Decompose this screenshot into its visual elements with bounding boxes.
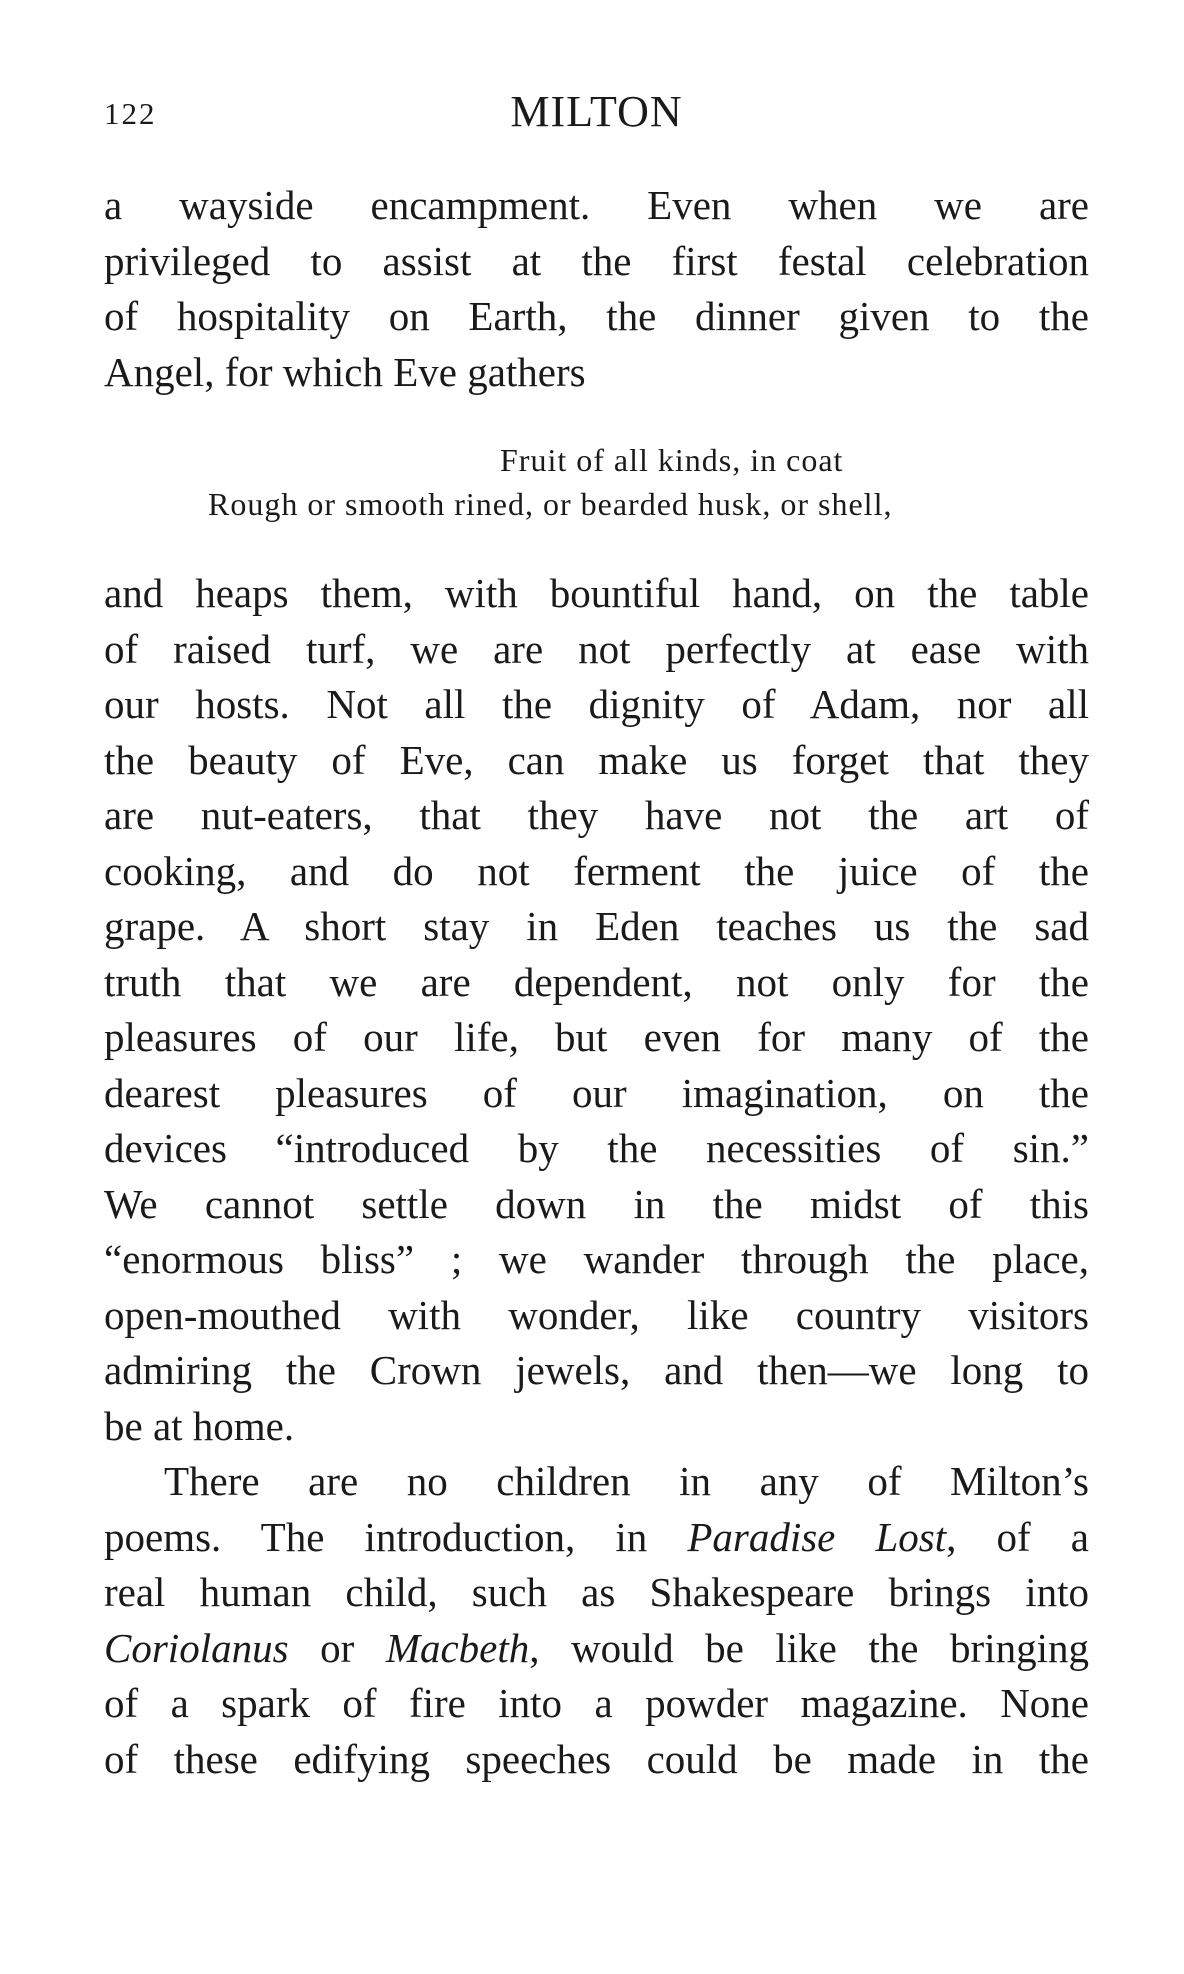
text-line: of hospitality on Earth, the dinner given to the [104,293,1089,339]
paragraph-2 [104,566,1089,1454]
text-line: privileged to assist at the first festal celebration [104,237,1089,284]
text-line: Angel, for which Eve gathers [104,348,586,395]
text-line: cooking, and do not ferment the juice of the [104,847,1089,894]
text-line: open-mouthed with wonder, like country visitors [104,1291,1089,1338]
text-line: a wayside encampment. Even when we are [104,182,1089,228]
page-header [104,86,1089,146]
text-line: the beauty of Eve, can make us forget that they [104,736,1089,783]
text-line: We cannot settle down in the midst of this [104,1180,1089,1227]
text-line: devices “introduced by the necessities of sin.” [104,1125,1089,1171]
verse-line: Fruit of all kinds, in coat [500,442,844,478]
text-line: of a spark of fire into a powder magazine. None [104,1680,1089,1726]
text-line [104,1621,1089,1677]
work-title-paradise-lost: Paradise Lost [687,1513,947,1560]
text-line: dearest pleasures of our imagination, on the [104,1069,1089,1116]
text-segment: poems. The introduction, in [104,1513,688,1560]
running-head: MILTON [510,87,683,136]
text-line: our hosts. Not all the dignity of Adam, nor all [104,681,1089,727]
text-line: truth that we are dependent, not only for the [104,958,1089,1005]
text-line: pleasures of our life, but even for many of the [104,1014,1089,1060]
text-segment: , of a [946,1513,1089,1560]
text-line: “enormous bliss” ; we wander through the place, [104,1236,1089,1282]
text-segment: , would be like the bringing [529,1624,1089,1671]
text-line: There are no children in any of Milton’s [164,1458,1089,1504]
text-line [104,1510,1089,1566]
paragraph-3 [104,1454,1089,1787]
text-line: and heaps them, with bountiful hand, on the table [104,570,1089,616]
text-segment: or [288,1624,386,1671]
work-title-macbeth: Macbeth [385,1624,530,1671]
text-line: real human child, such as Shakespeare brings into [104,1569,1089,1615]
text-line: grape. A short stay in Eden teaches us the sad [104,903,1089,949]
text-line: are nut-eaters, that they have not the art of [104,792,1089,838]
verse-line: Rough or smooth rined, or bearded husk, or shell, [208,486,893,522]
text-line: admiring the Crown jewels, and then—we long to [104,1347,1089,1393]
text-line: of these edifying speeches could be made in the [104,1735,1089,1782]
verse-quotation [104,438,1089,526]
page-number: 122 [104,96,157,131]
paragraph-1 [104,178,1089,400]
text-line: of raised turf, we are not perfectly at ease with [104,625,1089,672]
text-line: be at home. [104,1402,295,1449]
work-title-coriolanus: Coriolanus [104,1624,289,1671]
